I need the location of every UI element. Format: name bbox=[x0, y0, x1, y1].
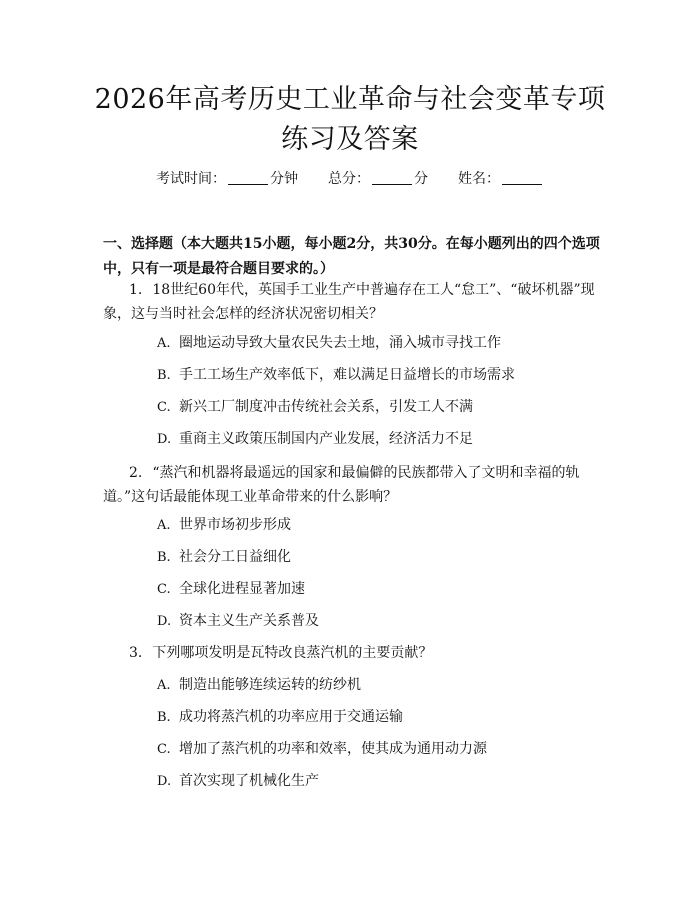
option-text: 新兴工厂制度冲击传统社会关系，引发工人不满 bbox=[179, 399, 473, 415]
total-score-field bbox=[328, 168, 428, 188]
option-label: D. bbox=[157, 614, 172, 629]
option-text: 圈地运动导致大量农民失去土地，涌入城市寻找工作 bbox=[179, 335, 501, 351]
question-2-option-a bbox=[157, 515, 597, 536]
option-label: C. bbox=[157, 582, 171, 597]
option-text: 手工工场生产效率低下，难以满足日益增长的市场需求 bbox=[179, 367, 515, 383]
question-number: 1. bbox=[129, 282, 143, 298]
exam-info-line bbox=[0, 168, 700, 188]
option-text: 社会分工日益细化 bbox=[179, 549, 291, 565]
question-2-option-d bbox=[157, 611, 597, 632]
option-label: A. bbox=[157, 518, 171, 533]
option-text: 资本主义生产关系普及 bbox=[179, 613, 319, 629]
option-label: A. bbox=[157, 336, 171, 351]
option-text: 重商主义政策压制国内产业发展，经济活力不足 bbox=[179, 431, 473, 447]
question-number: 2. bbox=[129, 465, 143, 481]
question-3-option-b bbox=[157, 707, 597, 728]
option-text: 首次实现了机械化生产 bbox=[179, 773, 319, 789]
exam-time-field bbox=[156, 168, 298, 188]
question-text: 下列哪项发明是瓦特改良蒸汽机的主要贡献？ bbox=[152, 645, 433, 661]
question-number: 3. bbox=[129, 645, 143, 661]
question-1-option-b bbox=[157, 365, 597, 386]
option-label: C. bbox=[157, 400, 171, 415]
option-label: B. bbox=[157, 550, 171, 565]
question-3-option-a bbox=[157, 675, 597, 696]
option-text: 制造出能够连续运转的纺纱机 bbox=[179, 677, 361, 693]
student-name-label: 姓名： bbox=[458, 171, 500, 187]
total-score-label: 总分： bbox=[328, 171, 370, 187]
option-label: B. bbox=[157, 710, 171, 725]
option-text: 成功将蒸汽机的功率应用于交通运输 bbox=[179, 709, 403, 725]
option-text: 世界市场初步形成 bbox=[179, 517, 291, 533]
exam-time-blank bbox=[228, 170, 268, 185]
question-1 bbox=[103, 278, 603, 326]
total-score-blank bbox=[372, 170, 412, 185]
question-1-option-d bbox=[157, 429, 597, 450]
option-label: C. bbox=[157, 742, 171, 757]
question-3 bbox=[103, 641, 603, 665]
question-text: “蒸汽和机器将最遥远的国家和最偏僻的民族都带入了文明和幸福的轨道。”这句话最能体现工业革命带来的什么影响？ bbox=[103, 465, 580, 505]
total-score-unit: 分 bbox=[414, 171, 428, 187]
question-1-option-c bbox=[157, 397, 597, 418]
option-text: 增加了蒸汽机的功率和效率，使其成为通用动力源 bbox=[179, 741, 487, 757]
question-2-option-c bbox=[157, 579, 597, 600]
question-2-option-b bbox=[157, 547, 597, 568]
student-name-field bbox=[458, 168, 544, 188]
student-name-blank bbox=[502, 170, 542, 185]
document-title: 2026年高考历史工业革命与社会变革专项练习及答案 bbox=[94, 84, 606, 155]
section-heading: 一、选择题（本大题共15小题，每小题2分，共30分。在每小题列出的四个选项中，只有一项是最符合题目要求的。） bbox=[103, 236, 600, 277]
option-label: A. bbox=[157, 678, 171, 693]
question-3-option-c bbox=[157, 739, 597, 760]
question-2 bbox=[103, 461, 603, 509]
question-1-option-a bbox=[157, 333, 597, 354]
option-label: D. bbox=[157, 432, 172, 447]
question-text: 18世纪60年代，英国手工业生产中普遍存在工人“怠工”、“破坏机器”现象，这与当时社会怎样的经济状况密切相关？ bbox=[103, 282, 595, 322]
option-label: D. bbox=[157, 774, 172, 789]
exam-time-label: 考试时间： bbox=[156, 171, 226, 187]
option-label: B. bbox=[157, 368, 171, 383]
option-text: 全球化进程显著加速 bbox=[179, 581, 305, 597]
question-3-option-d bbox=[157, 771, 597, 792]
exam-time-unit: 分钟 bbox=[270, 171, 298, 187]
